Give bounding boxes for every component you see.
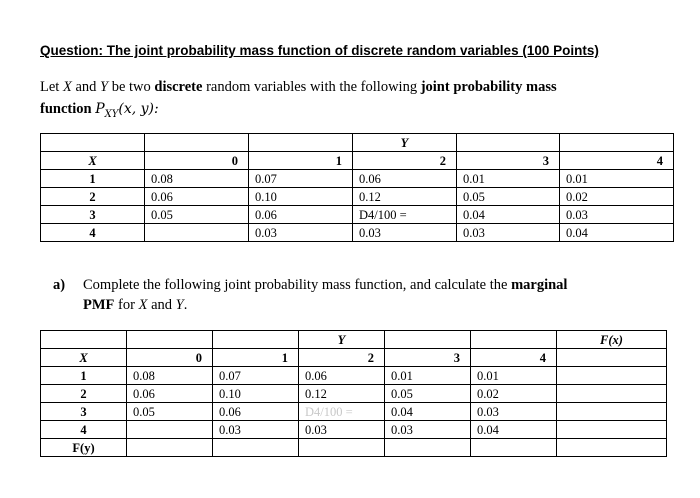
y-header: Y bbox=[353, 134, 457, 152]
y-value: 1 bbox=[249, 152, 353, 170]
cell: 0.02 bbox=[471, 385, 557, 403]
cell: D4/100 = bbox=[299, 403, 385, 421]
y-value: 2 bbox=[353, 152, 457, 170]
part-a-question: a) Complete the following joint probability mass function, and calculate the marginal PMF for X and Y. bbox=[53, 277, 568, 313]
cell: 0.04 bbox=[457, 206, 560, 224]
y-value: 0 bbox=[127, 349, 213, 367]
cell: 0.03 bbox=[385, 421, 471, 439]
table-row bbox=[41, 403, 667, 421]
y-value: 0 bbox=[145, 152, 249, 170]
x-value: 2 bbox=[41, 188, 145, 206]
cell: 0.10 bbox=[213, 385, 299, 403]
fx-cell[interactable] bbox=[557, 403, 667, 421]
cell: 0.02 bbox=[560, 188, 674, 206]
y-value: 4 bbox=[560, 152, 674, 170]
cell: 0.03 bbox=[471, 403, 557, 421]
y-value: 2 bbox=[299, 349, 385, 367]
table-row bbox=[41, 385, 667, 403]
fx-cell[interactable] bbox=[557, 367, 667, 385]
fx-cell[interactable] bbox=[557, 349, 667, 367]
cell: 0.06 bbox=[145, 188, 249, 206]
y-header: Y bbox=[299, 331, 385, 349]
fy-label: F(y) bbox=[41, 439, 127, 457]
y-value: 1 bbox=[213, 349, 299, 367]
fx-cell[interactable] bbox=[557, 385, 667, 403]
x-header: X bbox=[41, 349, 127, 367]
cell: 0.05 bbox=[127, 403, 213, 421]
cell: 0.05 bbox=[457, 188, 560, 206]
fy-row bbox=[41, 439, 667, 457]
cell: 0.12 bbox=[299, 385, 385, 403]
fy-cell[interactable] bbox=[385, 439, 471, 457]
cell: 0.08 bbox=[145, 170, 249, 188]
x-header: X bbox=[41, 152, 145, 170]
pmf-notation: $P_{XY}(x$, y): bbox=[95, 101, 159, 120]
cell: 0.01 bbox=[560, 170, 674, 188]
x-value: 3 bbox=[41, 403, 127, 421]
cell: 0.05 bbox=[145, 206, 249, 224]
cell: 0.03 bbox=[353, 224, 457, 242]
answer-table bbox=[40, 330, 667, 457]
x-value: 4 bbox=[41, 421, 127, 439]
x-value: 1 bbox=[41, 367, 127, 385]
cell bbox=[127, 421, 213, 439]
cell: 0.03 bbox=[213, 421, 299, 439]
fx-header: F(x) bbox=[557, 331, 667, 349]
table-row bbox=[41, 367, 667, 385]
fy-cell[interactable] bbox=[557, 439, 667, 457]
table-row bbox=[41, 206, 674, 224]
fy-cell[interactable] bbox=[213, 439, 299, 457]
cell: 0.06 bbox=[127, 385, 213, 403]
y-value: 3 bbox=[457, 152, 560, 170]
cell: 0.03 bbox=[249, 224, 353, 242]
cell: 0.12 bbox=[353, 188, 457, 206]
cell: 0.03 bbox=[457, 224, 560, 242]
joint-pmf-table bbox=[40, 133, 674, 242]
x-value: 4 bbox=[41, 224, 145, 242]
cell: 0.06 bbox=[299, 367, 385, 385]
cell: 0.08 bbox=[127, 367, 213, 385]
cell: 0.07 bbox=[213, 367, 299, 385]
y-values-row bbox=[41, 349, 667, 367]
table-row bbox=[41, 170, 674, 188]
cell: 0.06 bbox=[213, 403, 299, 421]
x-value: 3 bbox=[41, 206, 145, 224]
cell: 0.03 bbox=[560, 206, 674, 224]
y-value: 3 bbox=[385, 349, 471, 367]
cell: 0.05 bbox=[385, 385, 471, 403]
cell: 0.03 bbox=[299, 421, 385, 439]
cell: 0.10 bbox=[249, 188, 353, 206]
table-row bbox=[41, 224, 674, 242]
question-title: Question: The joint probability mass function of discrete random variables (100 Points) bbox=[40, 43, 599, 58]
cell: 0.04 bbox=[471, 421, 557, 439]
cell: D4/100 = bbox=[353, 206, 457, 224]
fy-cell[interactable] bbox=[299, 439, 385, 457]
table-row bbox=[41, 188, 674, 206]
fy-cell[interactable] bbox=[127, 439, 213, 457]
cell bbox=[145, 224, 249, 242]
cell: 0.06 bbox=[353, 170, 457, 188]
fy-cell[interactable] bbox=[471, 439, 557, 457]
cell: 0.01 bbox=[457, 170, 560, 188]
fx-cell[interactable] bbox=[557, 421, 667, 439]
cell: 0.01 bbox=[385, 367, 471, 385]
cell: 0.07 bbox=[249, 170, 353, 188]
cell: 0.04 bbox=[385, 403, 471, 421]
cell: 0.04 bbox=[560, 224, 674, 242]
cell: 0.01 bbox=[471, 367, 557, 385]
cell: 0.06 bbox=[249, 206, 353, 224]
y-value: 4 bbox=[471, 349, 557, 367]
y-values-row bbox=[41, 152, 674, 170]
intro-paragraph: Let X and Y be two discrete random variables with the following joint probability mass function $P_{XY}(x$, y): bbox=[40, 79, 557, 120]
x-value: 2 bbox=[41, 385, 127, 403]
table-row bbox=[41, 421, 667, 439]
x-value: 1 bbox=[41, 170, 145, 188]
